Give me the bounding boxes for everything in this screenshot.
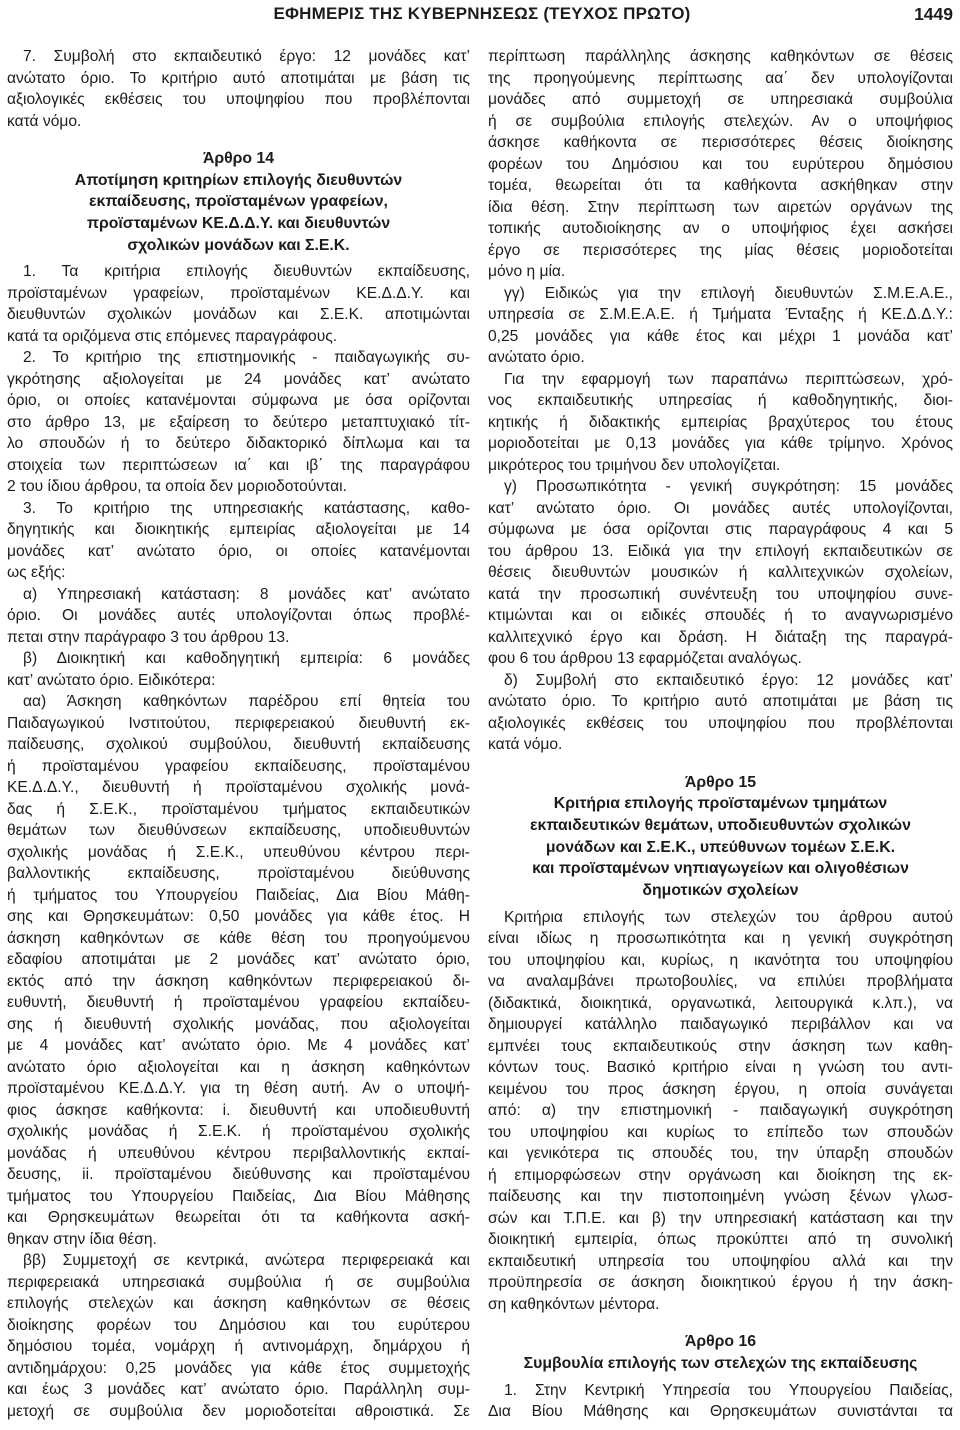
- text-line: ως εξής:: [7, 564, 66, 582]
- paragraph: [7, 498, 470, 584]
- text-line: από: α) την επιστημονική - παιδαγωγική συγκρότηση: [488, 1102, 953, 1120]
- article-heading: [7, 148, 470, 256]
- text-line: και Θρησκευμάτων θεωρείται ότι τα καθήκοντα ασκή-: [7, 1209, 470, 1227]
- text-line: και γενικότερα τις σπουδές του, την ύπαρξη σπουδών: [488, 1145, 953, 1163]
- text-line: δηγητικής και διοικητικής εμπειρίας αξιολογείται με 14: [7, 521, 470, 539]
- text-line: (διδακτικά, διοικητικά, οργανωτικά, λειτουργικά κ.λπ.), να: [488, 994, 953, 1012]
- text-line: στο άρθρο 13, με εξαίρεση το δεύτερο μεταπτυχιακό τίτ-: [7, 413, 470, 431]
- article-title-line: και προϊσταμένων νηπιαγωγείων και ολιγοθέσιων: [532, 860, 909, 878]
- text-line: αντιδημάρχου: 0,25 μονάδες για κάθε έτος συμμετοχής: [7, 1359, 470, 1377]
- paragraph: [488, 907, 953, 1316]
- text-line: καλλιτεχνικό έργο και δράση. Η διάταξη της παραγρά-: [488, 628, 953, 646]
- text-line: β) Διοικητική και καθοδηγητική εμπειρία: 6 μονάδες: [23, 650, 470, 668]
- paragraph: [488, 369, 953, 477]
- text-line: ή τμήματος του Υπουργείου Παιδείας, Δια Βίου Μάθη-: [7, 886, 470, 904]
- text-line: ββ) Συμμετοχή σε κεντρικά, ανώτερα περιφερειακά και: [23, 1252, 470, 1270]
- text-line: ίδια θέση. Στην περίπτωση των αιρετών οργάνων της: [488, 198, 953, 216]
- text-line: ή επιμορφώσεων στην οργάνωση και διοίκηση της εκ-: [488, 1166, 953, 1184]
- text-line: δευσης, ii. προϊσταμένου διεύθυνσης και προϊσταμένου: [7, 1166, 470, 1184]
- text-line: σχολικής μονάδας ή Σ.Ε.Κ., υπευθύνου κέντρου περι-: [7, 843, 470, 861]
- text-line: εκτός από την άσκηση καθηκόντων περιφερειακού δι-: [7, 972, 470, 990]
- text-line: κητικής ή διδακτικής εμπειρίας βραχύτερος του έτους: [488, 413, 953, 431]
- text-line: 7. Συμβολή στο εκπαιδευτικό έργο: 12 μονάδες κατ’: [23, 48, 470, 65]
- text-line: έργο σε περισσότερες της μίας θέσεις μοριοδοτείται: [488, 241, 953, 259]
- text-line: είναι ιδίως η προσωπικότητα και η γενική συγκρότηση: [488, 930, 953, 948]
- text-line: κόντων τους. Βασικό κριτήριο είναι η γνώση του αντι-: [488, 1059, 953, 1077]
- text-line: παίδευσης, σχολικού συμβούλου, διευθυντή εκπαίδευσης: [7, 736, 470, 754]
- text-line: του υποψηφίου και κυρίως το επίπεδο των σπουδών: [488, 1123, 953, 1141]
- paragraph: [488, 1380, 953, 1423]
- text-line: μικρότερος του τριμήνου δεν υπολογίζεται.: [488, 456, 781, 474]
- text-line: εδαφίου αποτιμάται με 2 μονάδες κατ’ ανώτατο όριο,: [7, 951, 470, 969]
- text-line: τμήματος του Υπουργείου Παιδείας, Δια Βίου Μάθησης: [7, 1187, 470, 1205]
- text-line: δ) Συμβολή στο εκπαιδευτικό έργο: 12 μονάδες κατ’: [504, 671, 953, 689]
- text-line: 3. Το κριτήριο της υπηρεσιακής κατάστασης, καθο-: [23, 499, 470, 517]
- text-line: εκπαιδευτική υπηρεσία του υποψηφίου αλλά και την: [488, 1252, 953, 1270]
- text-line: γγ) Ειδικώς για την επιλογή διευθυντών Σ.Μ.Ε.Α.Ε.,: [504, 284, 953, 302]
- text-line: σύμφωνα με όσα ορίζονται στις παραγράφους 4 και 5: [488, 521, 953, 538]
- text-line: ή προϊσταμένου γραφείου εκπαίδευσης, προϊσταμένου: [7, 757, 470, 775]
- text-line: του υποψηφίου και, κυρίως, η ικανότητα του υποψηφίου: [488, 951, 953, 969]
- text-line: γ) Προσωπικότητα - γενική συγκρότηση: 15 μονάδες: [504, 478, 953, 495]
- text-line: τομέα, θεωρείται ότι τα καθήκοντα ασκήθηκαν στην: [488, 177, 953, 194]
- text-line: περίπτωση παράλληλης άσκησης καθηκόντων σε θέσεις: [488, 48, 953, 65]
- text-line: ανώτατο όριο. Το κριτήριο αυτό αποτιμάται με βάση τις: [7, 69, 470, 87]
- text-line: ανώτατο όριο.: [488, 349, 585, 366]
- text-line: άσκησε καθήκοντα σε περισσότερες θέσεις διοίκησης: [488, 134, 953, 151]
- text-line: σχολικής μονάδας ή Σ.Ε.Κ. ή προϊσταμένου σχολικής: [7, 1123, 470, 1141]
- text-line: όριο. Οι μονάδες αυτές υπολογίζονται όπως προβλέ-: [7, 607, 470, 625]
- text-line: Δια Βίου Μάθησης και Θρησκευμάτων συνιστάνται τα: [488, 1403, 953, 1420]
- text-line: φορέων του Δημόσιου και του ευρύτερου δημόσιου: [488, 155, 953, 173]
- text-line: φιος άσκησε καθήκοντα: i. διευθυντή και υποδιευθυντή: [7, 1101, 470, 1119]
- text-line: τοπικής αυτοδιοίκησης αν ο υποψήφιος έχει ασκήσει: [488, 220, 953, 237]
- text-line: διοικητική εμπειρία, όπως προκύπτει από τη συνολική: [488, 1231, 953, 1249]
- text-line: προϊσταμένων γραφείων, προϊσταμένων ΚΕ.Δ.Δ.Υ. και: [7, 284, 470, 302]
- page-number: 1449: [914, 4, 953, 24]
- text-line: μόνο η μία.: [488, 263, 566, 280]
- text-line: δημιουργεί κατάλληλο παιδαγωγικό περιβάλλον και να: [488, 1016, 953, 1034]
- text-line: 0,25 μονάδες για κάθε έτος και μέχρι 1 μονάδα κατ’: [488, 327, 953, 345]
- text-line: ΚΕ.Δ.Δ.Υ., διευθυντή ή προϊσταμένου σχολικής μονά-: [7, 779, 470, 797]
- article-title-line: προϊσταμένων ΚΕ.Δ.Δ.Υ. και διευθυντών: [86, 215, 391, 233]
- text-line: αα) Άσκηση καθηκόντων παρέδρου επί θητεία του: [23, 693, 470, 711]
- article-title-line: εκπαιδευτικών θεμάτων, υποδιευθυντών σχολικών: [530, 816, 911, 834]
- text-line: προϋπηρεσία σε άσκηση διοικητικού έργου ή την άσκη-: [488, 1274, 953, 1292]
- text-line: αξιολογικές εκθέσεις του υποψηφίου που προβλέπονται: [7, 91, 470, 108]
- article-number: Άρθρο 16: [684, 1333, 757, 1351]
- text-line: στοιχεία των περιπτώσεων ια΄ και ιβ΄ της παραγράφου: [7, 456, 470, 474]
- text-line: κατά την προσωπική συνέντευξη του υποψηφίου συνε-: [488, 585, 953, 603]
- article-number: Άρθρο 15: [684, 773, 757, 791]
- text-line: να αναλαμβάνει πρωτοβουλίες, να επιλύει προβλήματα: [488, 973, 953, 991]
- paragraph: [488, 46, 953, 283]
- text-line: παίδευσης και την πιστοποιημένη γνώση ξένων γλωσ-: [488, 1188, 953, 1206]
- paragraph: [7, 46, 470, 132]
- text-line: κτιμώνται και οι ειδικές σπουδές ή το αναγνωρισμένο: [488, 607, 953, 624]
- paragraph: [7, 691, 470, 1250]
- right-column: [488, 46, 953, 1423]
- text-line: υπηρεσία σε Σ.Μ.Ε.Α.Ε. ή Τμήματα Ένταξης ή ΚΕ.Δ.Δ.Υ.:: [488, 306, 953, 323]
- text-line: και έως 3 μονάδες κατ’ ανώτατο όριο. Παράλληλη συμ-: [7, 1381, 470, 1399]
- text-line: μοριοδοτείται με 0,13 μονάδες για κάθε τρίμηνο. Χρόνος: [488, 435, 953, 452]
- article-title-line: Αποτίμηση κριτηρίων επιλογής διευθυντών: [74, 171, 403, 189]
- text-line: σών και Τ.Π.Ε. και β) την υπηρεσιακή κατάσταση και την: [488, 1209, 953, 1227]
- text-line: Παιδαγωγικού Ινστιτούτου, περιφερειακού διευθυντή εκ-: [7, 714, 470, 732]
- paragraph: [7, 648, 470, 691]
- text-line: σης ή διευθυντή σχολικής μονάδας, που αξιολογείται: [7, 1015, 470, 1033]
- text-line: νος εκπαιδευτικής υπηρεσίας ή καθοδηγητικής, διοι-: [488, 392, 953, 409]
- text-line: ή σε συμβούλια επιλογής στελεχών. Αν ο υποψήφιος: [488, 112, 953, 130]
- text-line: ση καθηκόντων μέντορα.: [488, 1295, 660, 1313]
- paragraph: [7, 584, 470, 649]
- paragraph: [7, 261, 470, 347]
- article-title-line: Κριτήρια επιλογής προϊσταμένων τμημάτων: [553, 795, 888, 813]
- text-line: σης και Θρησκευμάτων: 0,50 μονάδες για κάθε έτος. Η: [7, 908, 470, 926]
- paragraph: [488, 476, 953, 670]
- text-line: 2 του ίδιου άρθρου, τα οποία δεν μοριοδοτούνται.: [7, 478, 347, 496]
- article-title-line: Συμβουλία επιλογής των στελεχών της εκπαίδευσης: [523, 1354, 918, 1372]
- text-line: περιφερειακά υπηρεσιακά συμβούλια ή σε συμβούλια: [7, 1273, 470, 1291]
- text-line: διοίκησης φορέων του Δημόσιου και του ευρύτερου: [7, 1316, 470, 1334]
- text-line: κατ’ ανώτατο όριο. Ειδικότερα:: [7, 671, 216, 689]
- text-line: θηκαν στην ίδια θέση.: [7, 1230, 157, 1248]
- text-line: όριο, οι οποίες κατανέμονται σύμφωνα με όσα ορίζονται: [7, 392, 470, 410]
- gazette-title: ΕΦΗΜΕΡΙΣ ΤΗΣ ΚΥΒΕΡΝΗΣΕΩΣ (ΤΕΥΧΟΣ ΠΡΩΤΟ): [273, 4, 691, 23]
- text-line: λο σπουδών ή το δεύτερο διδακτορικό δίπλωμα και τα: [7, 435, 470, 453]
- text-line: δημόσιου τομέα, νομάρχη ή αντινομάρχη, δημάρχου ή: [7, 1338, 470, 1356]
- text-line: κατ’ ανώτατο όριο. Οι μονάδες αυτές υπολογίζονται,: [488, 499, 953, 517]
- text-line: 1. Στην Κεντρική Υπηρεσία του Υπουργείου Παιδείας,: [504, 1381, 953, 1399]
- text-line: Κριτήρια επιλογής των στελεχών του άρθρου αυτού: [504, 908, 953, 926]
- text-line: επιλογής στελεχών και άσκηση καθηκόντων σε θέσεις: [7, 1295, 470, 1313]
- text-line: με 4 μονάδες κατ’ ανώτατο όριο. Με 4 μονάδες κατ’: [7, 1037, 470, 1055]
- article-number: Άρθρο 14: [202, 150, 275, 167]
- text-line: θέσεις διευθυντών μουσικών ή καλλιτεχνικών σχολείων,: [488, 564, 953, 581]
- article-title-line: δημοτικών σχολείων: [642, 881, 799, 899]
- text-line: εμπνέει τους εκπαιδευτικούς στην άσκηση των καθη-: [488, 1037, 953, 1055]
- text-line: 2. Το κριτήριο της επιστημονικής - παιδαγωγικής συ-: [23, 349, 470, 367]
- text-line: φου 6 του άρθρου 13 εφαρμόζεται αναλόγως.: [488, 650, 802, 667]
- text-line: μονάδες κατ’ ανώτατο όριο, οι οποίες κατανέμονται: [7, 542, 470, 560]
- left-column: [7, 46, 470, 1422]
- text-line: άσκηση καθηκόντων σε κάθε θέση του προηγούμενου: [7, 929, 470, 947]
- text-line: Για την εφαρμογή των παραπάνω περιπτώσεων, χρό-: [504, 370, 953, 388]
- text-line: 1. Τα κριτήρια επιλογής διευθυντών εκπαίδευσης,: [23, 263, 470, 281]
- text-line: θεμάτων των διευθύνσεων εκπαίδευσης, υποδιευθυντών: [7, 822, 470, 840]
- text-line: κατά νόμο.: [7, 112, 82, 130]
- text-line: προϊσταμένου ΚΕ.Δ.Δ.Υ. για τη θέση αυτή. Αν ο υποψή-: [7, 1080, 470, 1098]
- article-title-line: μονάδων και Σ.Ε.Κ., υπεύθυνων τομέων Σ.Ε.Κ.: [545, 838, 896, 856]
- paragraph: [488, 283, 953, 369]
- text-line: αξιολογικές εκθέσεις του υποψηφίου που προβλέπονται: [488, 714, 953, 732]
- text-line: του άρθρου 13. Ειδικά για την επιλογή εκπαιδευτικών σε: [488, 542, 953, 560]
- article-heading: [488, 772, 953, 902]
- text-line: κειμένου του προς άσκηση έργου, η οποία συνάγεται: [488, 1080, 953, 1098]
- text-line: ανώτατο όριο. Το κριτήριο αυτό αποτιμάται με βάση τις: [488, 693, 953, 710]
- article-heading: [488, 1331, 953, 1374]
- paragraph: [7, 1250, 470, 1422]
- text-line: της προηγούμενης περίπτωσης αα΄ δεν υπολογίζονται: [488, 69, 953, 87]
- text-line: βαλλοντικής εκπαίδευσης, προϊσταμένου διεύθυνσης: [7, 865, 470, 883]
- text-line: ανώτατο όριο αξιολογείται και η άσκηση καθηκόντων: [7, 1058, 470, 1076]
- text-line: διευθυντών σχολικών μονάδων και Σ.Ε.Κ. αποτιμώνται: [7, 306, 470, 324]
- text-line: μονάδας ή υπευθύνου κέντρου περιβαλλοντικής εκπαί-: [7, 1144, 470, 1162]
- text-line: α) Υπηρεσιακή κατάσταση: 8 μονάδες κατ’ ανώτατο: [23, 585, 470, 603]
- paragraph: [7, 347, 470, 498]
- text-line: πεται στην παράγραφο 3 του άρθρου 13.: [7, 628, 290, 646]
- text-line: κατά τα οριζόμενα στις επόμενες παραγράφους.: [7, 327, 338, 345]
- text-line: ευθυντή, διευθυντή ή προϊσταμένου γραφείου εκπαίδευ-: [7, 994, 470, 1012]
- text-line: δας ή Σ.Ε.Κ., προϊσταμένου τμήματος εκπαιδευτικών: [7, 800, 470, 818]
- text-line: μονάδες από συμμετοχή σε υπηρεσιακά συμβούλια: [488, 91, 953, 108]
- text-line: μετοχή σε συμβούλια δεν μοριοδοτείται αθροιστικά. Σε: [7, 1402, 470, 1420]
- article-title-line: εκπαίδευσης, προϊσταμένων γραφείων,: [89, 193, 388, 211]
- text-line: κατά νόμο.: [488, 736, 563, 753]
- text-line: γκρότησης αξιολογείται με 24 μονάδες κατ’ ανώτατο: [7, 370, 470, 388]
- paragraph: [488, 670, 953, 756]
- article-title-line: σχολικών μονάδων και Σ.Ε.Κ.: [127, 236, 350, 254]
